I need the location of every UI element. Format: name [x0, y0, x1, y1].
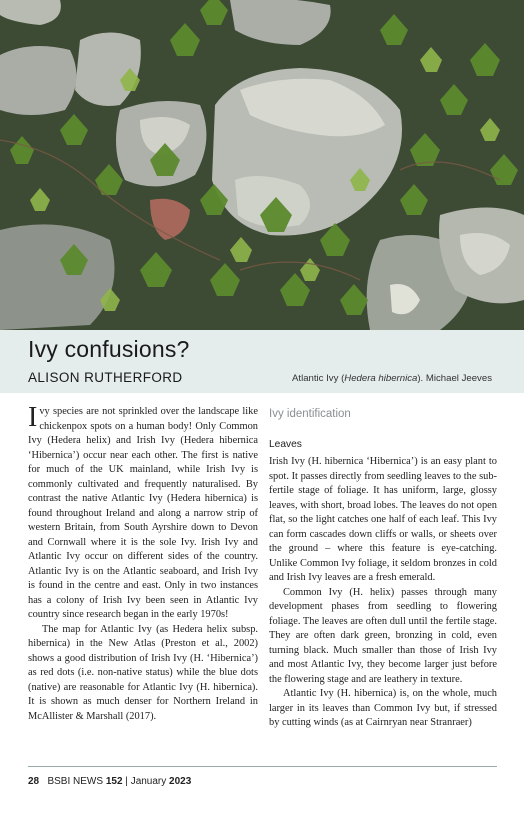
page-footer	[28, 776, 191, 787]
article-title: Ivy confusions?	[28, 336, 190, 362]
ivy-photo	[0, 0, 524, 330]
photo-caption	[292, 373, 492, 384]
section-heading: Ivy identification	[269, 408, 351, 420]
issue-year: 2023	[169, 776, 192, 787]
issue-month: January	[130, 776, 167, 787]
footer-separator: |	[125, 776, 128, 787]
intro-text: vy species are not sprinkled over the landscape like chickenpox spots on a human body! Only Common Ivy (Hedera helix) and Irish Ivy (Hedera hibernica ‘Hibernica’) occur near each other. The first is native for much of the UK mainland, while Irish Ivy is commonly cultivated and frequently naturalised. By contrast the native Atlantic Ivy (Hedera hibernica) is found throughout Ireland and along a narrow strip of western Britain, from South Ayrshire down to Devon and Cornwall where it is the sole Ivy. Irish Ivy and Atlantic Ivy occur on different sides of the country. Atlantic Ivy is on the Atlantic seaboard, and Irish Ivy is found in the centre and east. Only in two instances has a colony of Irish Ivy been seen in Atlantic Ivy country since research began in the early 1970s!	[28, 406, 258, 620]
right-column	[269, 405, 497, 731]
page-number: 28	[28, 776, 40, 787]
issue-number: 152	[105, 776, 123, 787]
leaves-subheading: Leaves	[269, 438, 302, 450]
caption-suffix: ). Michael Jeeves	[417, 373, 492, 384]
drop-cap: I	[28, 402, 38, 433]
intro-paragraph	[28, 402, 258, 623]
irish-ivy-paragraph: Irish Ivy (H. hibernica ‘Hibernica’) is an easy plant to spot. It passes directly from seedling leaves to the sub-fertile stage of foliage. It has uniform, large, glossy leaves, with short, broad lobes. The leaves do not open flat, so the light catches one half of each leaf. This Ivy can form cascades down cliffs or walls, or sheets over the ground – where this feature is eye-catching. Unlike Common Ivy foliage, it seldom bronzes in cold and Irish Ivy leaves are a fresh emerald.	[269, 456, 497, 583]
caption-species: Hedera hibernica	[344, 373, 418, 384]
common-ivy-paragraph: Common Ivy (H. helix) passes through many development phases from seedling to flowering foliage. The leaves are often dull until the fertile stage. They are often dark green, bronzing in cold, even turning black. Much smaller than those of Irish Ivy and most Atlantic Ivy, they become larger just before the flowering stage and are leathery in texture.	[269, 586, 497, 685]
footer-divider	[28, 766, 497, 767]
map-paragraph: The map for Atlantic Ivy (as Hedera helix subsp. hibernica) in the New Atlas (Preston et al., 2002) shows a good distribution of Irish Ivy (H. ‘Hibernica’) as red dots (i.e. non-native status) while the blue dots (native) are reasonable for Atlantic Ivy (H. hibernica). It is shown as much denser for Northern Ireland in McAllister & Marshall (2017).	[28, 623, 258, 722]
atlantic-ivy-paragraph: Atlantic Ivy (H. hibernica) is, on the whole, much larger in its leaves than Common Ivy but, if stressed by cutting winds (as at Cairnryan near Stranraer)	[269, 688, 497, 728]
article-author: ALISON RUTHERFORD	[28, 370, 183, 385]
publication-name: BSBI NEWS	[47, 776, 104, 787]
caption-prefix: Atlantic Ivy (	[292, 373, 345, 384]
ivy-photo-drawing	[0, 0, 524, 330]
left-column	[28, 402, 258, 724]
